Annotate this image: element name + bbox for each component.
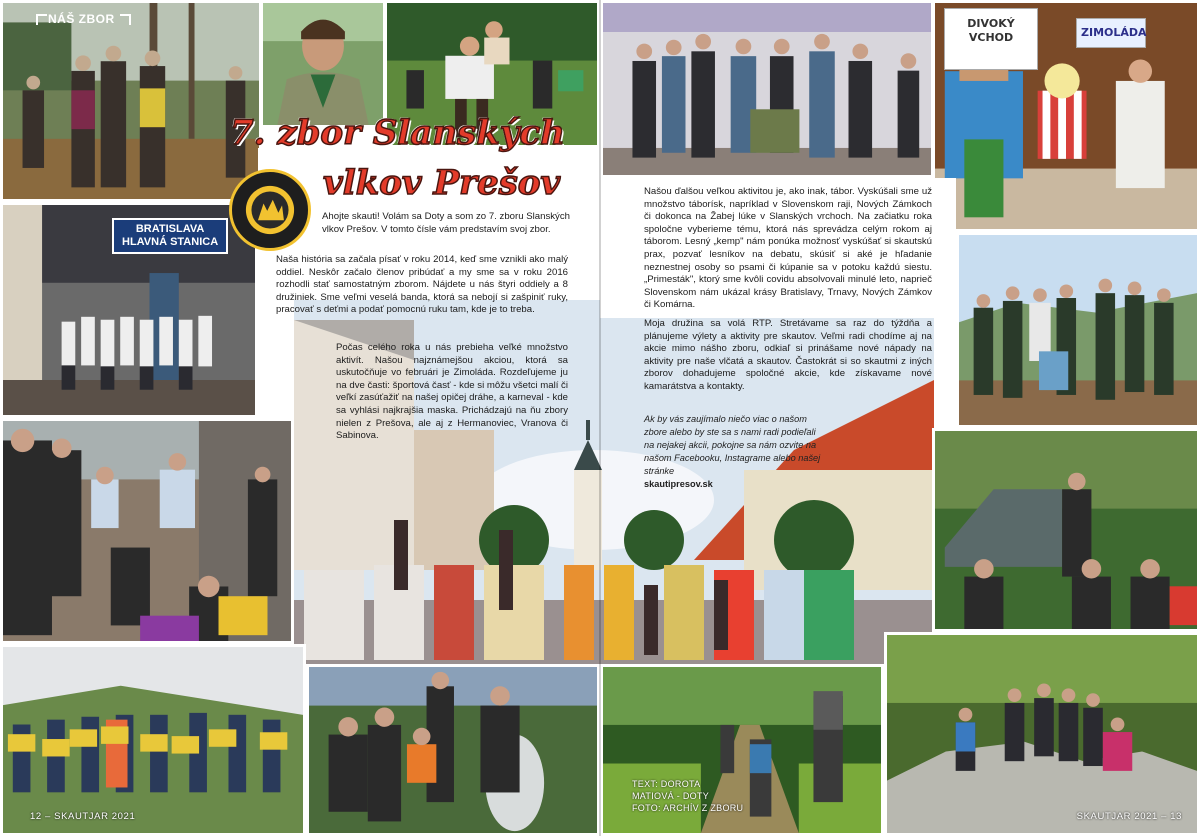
section-label: NÁŠ ZBOR	[48, 12, 115, 26]
paragraph: Našou ďalšou veľkou aktivitou je, ako inak, tábor. Vyskúšali sme už množstvo táborísk, napríklad v Slovenskom raji, Nových Zámkoch či dokonca na Žabej lúke v Slanských vrchoch. Na začiatku roka spoločne vyberieme tému, ktorá nás sprevádza celým rokom aj táborom. Lesný „kemp" nám ponúka možnosť vyskúšať si skautskú prax, pozvať lesníkov na debatu, skúsiť si aké je hľadanie neznestnej osoby so psami či kúpanie sa v potoku každú siestu. „Primesták", ktorý sme kvôli covidu absolvovali minulé leto, naprieč Slovenskom nám ukázal krásy Bratislavy, Trnavy, Nových Zámkov či Komárna.	[644, 186, 932, 311]
photo-forest-group	[0, 0, 262, 202]
credit-line: TEXT: DOROTA	[632, 779, 701, 789]
corner-mark	[36, 14, 47, 25]
article-text-left	[290, 211, 570, 242]
photo-indoor-group	[600, 0, 934, 178]
article-title-line1: 7. zbor Slanských	[230, 113, 565, 153]
sign-line: VCHOD	[968, 31, 1014, 44]
station-sign-line: HLAVNÁ STANICA	[122, 236, 219, 248]
photo-scout-portrait	[260, 0, 386, 128]
sign-divoky-vchod	[944, 8, 1038, 70]
folio-left: 12 – SKAUTJAR 2021	[30, 811, 136, 822]
corner-mark	[120, 14, 131, 25]
contact-text: Ak by vás zaujímalo niečo viac o našom zbore alebo by ste sa s nami radi podieľali na nejakej akcii, pokojne sa nám ozvite na našom Facebooku, Instagrame alebo našej stránke	[644, 414, 821, 476]
photo-street-group	[0, 418, 294, 644]
article-text-right	[644, 186, 932, 400]
credit-line: MATIOVÁ - DOTY	[632, 791, 710, 801]
paragraph: Naša história sa začala písať v roku 2014, keď sme vznikli ako malý oddiel. Neskôr začalo členov pribúdať a my sme sa v roku 2016 rozhodli stať samostatným zborom. Nájdete u nás štyri oddiely a 8 družiniek. Sme veľmi veselá banda, ktorá sa nebojí si zašpiniť ruky, pracovať s deťmi a podať pomocnú ruku tam, kde je to treba.	[276, 254, 568, 316]
article-title-line2: vlkov Prešov	[323, 163, 561, 203]
photo-kids-with-signs	[0, 644, 306, 836]
sign-line: DIVOKÝ	[967, 17, 1015, 30]
paragraph: Moja družina sa volá RTP. Stretávame sa raz do týždňa a plánujeme výlety a aktivity pre skautov. Veľmi radi chodíme aj na akcie mimo nášho zboru, odkiaľ si prinášame nové nápady na aktivity pre naše vlčatá a skautov. Častokrát si so skautmi z iných zborov dohadujeme spoločné akcie, kde získavame nové kamarátstva a kontakty.	[644, 317, 932, 392]
website-link[interactable]: skautipresov.sk	[644, 479, 713, 489]
page-gutter	[599, 0, 601, 836]
paragraph: Ahojte skauti! Volám sa Doty a som zo 7. zboru Slanských vlkov Prešov. V tomto čísle vám predstavím svoj zbor.	[322, 211, 570, 235]
folio-right: SKAUTJAR 2021 – 13	[1076, 811, 1182, 822]
credit-line: FOTO: ARCHÍV Z ZBORU	[632, 803, 744, 813]
article-text-left-3	[336, 342, 568, 449]
paragraph: Počas celého roka u nás prebieha veľké množstvo aktivít. Našou najznámejšou akciou, ktorá sa uskutočňuje vo februári je Zimoláda. Rozdeľujeme ju na dve časti: športová časť - kde si môžu všetci malí či veľkí zasúťažiť na našej opičej dráhe, a karneval - kde sa vyhlási najkrajšia maska. Prichádzajú na ňu zbory nielen z Prešova, ale aj z Hermanoviec, Vranova či Sabinova.	[336, 342, 568, 442]
article-text-left-2	[276, 254, 568, 323]
contact-note	[644, 413, 824, 491]
photo-credit	[632, 778, 743, 814]
photo-camp-tent	[932, 428, 1200, 632]
photo-hill-viewpoint	[956, 232, 1200, 428]
photo-campfire	[306, 664, 600, 836]
station-sign	[112, 218, 228, 254]
sign-zimolada: ZIMOLÁDA	[1076, 18, 1146, 48]
station-sign-line: BRATISLAVA	[135, 223, 205, 235]
photo-rock-group	[884, 632, 1200, 836]
